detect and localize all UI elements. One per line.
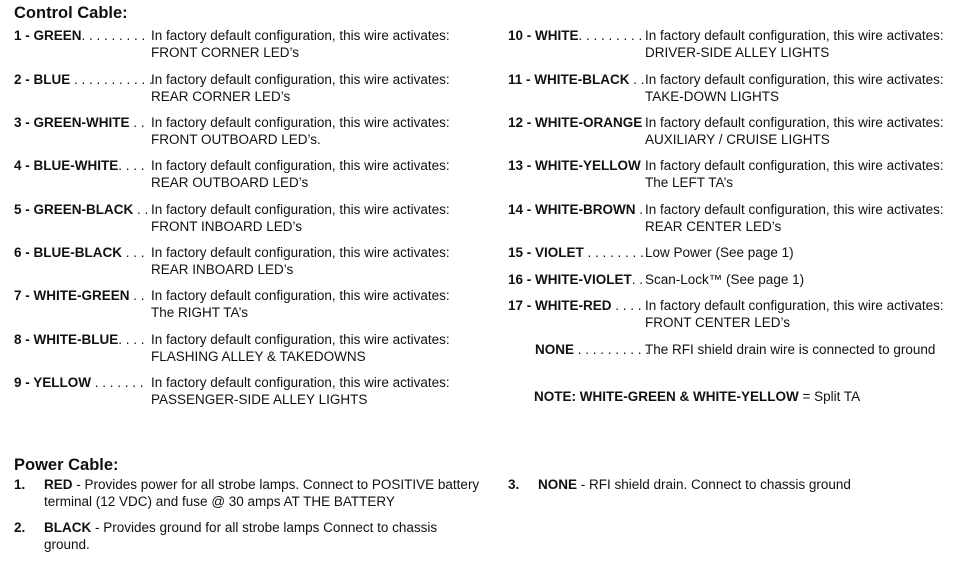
power-wire-description: - Provides ground for all strobe lamps Connect to chassis (91, 520, 438, 535)
wire-function-target: TAKE-DOWN LIGHTS (645, 88, 780, 104)
wire-number: 3 - (14, 115, 34, 130)
wire-function-line: In factory default configuration, this wire activates: (645, 298, 944, 313)
dot-leader: . . (129, 288, 145, 303)
wire-color-name: WHITE-BLACK (534, 72, 630, 87)
wire-function-line: In factory default configuration, this wire activates: (151, 72, 450, 87)
split-ta-note (534, 389, 860, 406)
wire-label (14, 375, 144, 392)
wire-color-name: NONE (535, 342, 575, 357)
wire-color-name: BLUE (33, 72, 71, 87)
wire-number: 2 - (14, 72, 34, 87)
wire-function-line: In factory default configuration, this wire activates: (151, 375, 450, 390)
power-item-number: 1. (14, 477, 26, 492)
wire-function-target: DRIVER-SIDE ALLEY LIGHTS (645, 44, 830, 60)
wire-function-line: In factory default configuration, this wire activates: (645, 72, 944, 87)
wire-color-name: YELLOW (33, 375, 92, 390)
wire-number: 13 - (508, 158, 536, 173)
power-cable-heading: Power Cable: (14, 456, 119, 474)
wire-label (14, 332, 145, 349)
wire-color-name: GREEN-WHITE (33, 115, 130, 130)
wire-function-line: In factory default configuration, this wire activates: (645, 202, 944, 217)
wire-function-line: Low Power (See page 1) (645, 245, 794, 260)
wire-number: 1 - (14, 28, 34, 43)
power-item-red (14, 477, 484, 511)
dot-leader: . . . . (118, 158, 145, 173)
wire-label (508, 28, 642, 45)
wire-label (14, 288, 145, 305)
power-item-number: 2. (14, 520, 26, 535)
wire-number: 5 - (14, 202, 34, 217)
power-wire-description-continued: ground. (44, 536, 90, 552)
dot-leader: . (635, 202, 644, 217)
power-wire-name: BLACK (44, 520, 92, 535)
dot-leader: . . . . . . . . (583, 245, 644, 260)
wire-label (14, 28, 145, 45)
wire-color-name: GREEN (33, 28, 82, 43)
wire-label (508, 115, 642, 132)
dot-leader: . . . (122, 245, 145, 260)
wire-label (508, 158, 641, 175)
wire-label (14, 115, 145, 132)
wire-label (508, 245, 644, 262)
wire-label (508, 202, 643, 219)
power-item-black (14, 520, 484, 554)
wire-function-line: In factory default configuration, this wire activates: (645, 28, 944, 43)
dot-leader: . . . . . . . . . (81, 28, 146, 43)
wire-color-name: WHITE-ORANGE (535, 115, 643, 130)
split-ta-note-bold: NOTE: WHITE-GREEN & WHITE-YELLOW (534, 389, 799, 404)
wire-function-target: FRONT OUTBOARD LED’s. (151, 131, 321, 147)
wire-function-target: PASSENGER-SIDE ALLEY LIGHTS (151, 391, 368, 407)
wire-function-target: The LEFT TA’s (645, 174, 734, 190)
power-item-none (508, 477, 948, 495)
wire-color-name: VIOLET (535, 245, 584, 260)
wire-number: 9 - (14, 375, 34, 390)
dot-leader: . . . . (611, 298, 642, 313)
wire-function-line: In factory default configuration, this wire activates: (151, 288, 450, 303)
power-wire-description: - Provides power for all strobe lamps. Connect to POSITIVE battery (72, 477, 480, 492)
dot-leader: . . (629, 72, 645, 87)
wire-label (14, 245, 145, 262)
wire-label (508, 72, 645, 89)
wire-function-line: In factory default configuration, this wire activates: (151, 158, 450, 173)
wire-number: 14 - (508, 202, 536, 217)
wire-function-line: In factory default configuration, this wire activates: (151, 332, 450, 347)
wire-number: 16 - (508, 272, 536, 287)
wire-function-line: In factory default configuration, this wire activates: (151, 28, 450, 43)
wire-number: 6 - (14, 245, 34, 260)
wire-function-target: AUXILIARY / CRUISE LIGHTS (645, 131, 830, 147)
wire-color-name: WHITE-YELLOW (535, 158, 641, 173)
wire-function-line: Scan-Lock™ (See page 1) (645, 272, 805, 287)
power-item-number: 3. (508, 477, 520, 492)
wire-color-name: WHITE-GREEN (33, 288, 130, 303)
wire-number: 4 - (14, 158, 34, 173)
wire-color-name: WHITE (535, 28, 579, 43)
wire-function-line: In factory default configuration, this wire activates: (151, 202, 450, 217)
dot-leader: . . (631, 272, 644, 287)
split-ta-note-rest: = Split TA (798, 389, 861, 404)
wire-color-name: WHITE-BLUE (33, 332, 119, 347)
power-wire-description: - RFI shield drain. Connect to chassis ground (577, 477, 851, 492)
wire-function-target: FRONT CORNER LED’s (151, 44, 300, 60)
wire-label (508, 272, 643, 289)
wire-function-target: The RIGHT TA’s (151, 304, 249, 320)
dot-leader: . . . . . . . (91, 375, 144, 390)
dot-leader: . . (129, 115, 145, 130)
dot-leader: . . . . (118, 332, 145, 347)
wire-color-name: WHITE-BROWN (535, 202, 636, 217)
wire-number: 11 - (508, 72, 535, 87)
dot-leader: . . . . . . . . . . . (70, 72, 153, 87)
wire-function-target: FLASHING ALLEY & TAKEDOWNS (151, 348, 366, 364)
wire-function-line: In factory default configuration, this wire activates: (645, 158, 944, 173)
wire-function-target: REAR INBOARD LED’s (151, 261, 294, 277)
wire-function-target: REAR CENTER LED’s (645, 218, 782, 234)
wire-color-name: BLUE-WHITE (33, 158, 119, 173)
wire-label (535, 342, 649, 359)
wire-color-name: WHITE-RED (535, 298, 612, 313)
power-wire-description-continued: terminal (12 VDC) and fuse @ 30 amps AT THE BATTERY (44, 493, 395, 509)
wire-number: 8 - (14, 332, 34, 347)
dot-leader: . . . . . . . . . . (574, 342, 650, 357)
wire-color-name: BLUE-BLACK (33, 245, 123, 260)
wire-function-line: In factory default configuration, this wire activates: (645, 115, 944, 130)
wire-label (508, 298, 642, 315)
wire-number: 15 - (508, 245, 536, 260)
dot-leader: . . . . . . . . . (578, 28, 643, 43)
wire-function-target: FRONT CENTER LED’s (645, 314, 791, 330)
wire-function-target: FRONT INBOARD LED’s (151, 218, 303, 234)
power-wire-name: RED (44, 477, 73, 492)
wire-function-line: In factory default configuration, this wire activates: (151, 245, 450, 260)
wire-number: 12 - (508, 115, 536, 130)
wire-label (14, 202, 148, 219)
wire-number: 10 - (508, 28, 536, 43)
wire-color-name: GREEN-BLACK (33, 202, 134, 217)
wire-function-line: In factory default configuration, this wire activates: (151, 115, 450, 130)
wire-color-name: WHITE-VIOLET (535, 272, 632, 287)
wire-number: 17 - (508, 298, 536, 313)
wire-function-target: REAR OUTBOARD LED’s (151, 174, 309, 190)
wire-label (14, 72, 153, 89)
wire-function-target: REAR CORNER LED’s (151, 88, 291, 104)
wire-function-line: The RFI shield drain wire is connected to ground (645, 342, 936, 357)
control-cable-heading: Control Cable: (14, 4, 128, 22)
power-wire-name: NONE (538, 477, 578, 492)
wire-number: 7 - (14, 288, 34, 303)
wire-label (14, 158, 145, 175)
dot-leader: . . (133, 202, 149, 217)
